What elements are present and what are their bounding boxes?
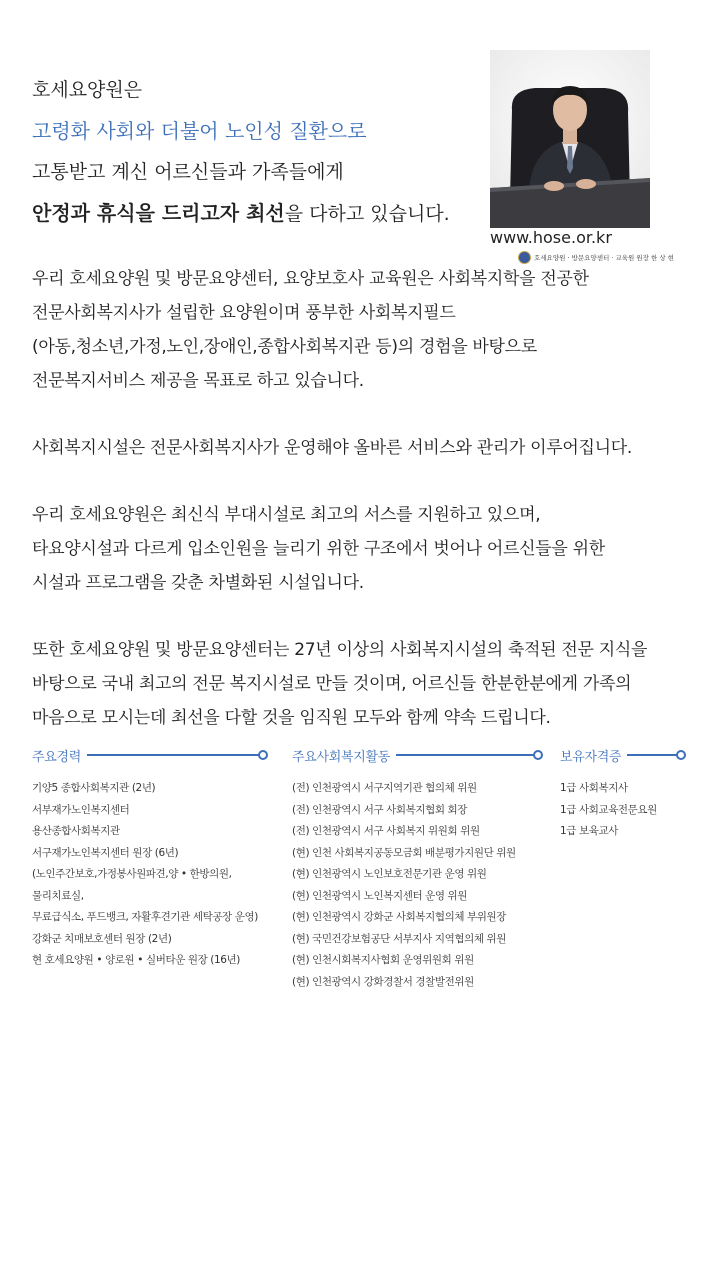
paragraph-4 xyxy=(32,633,702,735)
section-title: 주요경력 xyxy=(32,749,82,765)
intro-line-1: 호세요양원은 xyxy=(32,79,143,101)
paragraph-line: 시설과 프로그램을 갖춘 차별화된 시설입니다. xyxy=(32,573,364,593)
section-header xyxy=(32,740,259,770)
career-list xyxy=(32,778,259,972)
paragraph-2 xyxy=(32,431,702,465)
paragraph-line: 전문사회복지사가 설립한 요양원이며 풍부한 사회복지필드 xyxy=(32,303,456,323)
director-photo xyxy=(490,50,674,262)
list-item: 서구재가노인복지센터 원장 (6년) xyxy=(32,846,179,859)
list-item: (현) 인천광역시 노인보호전문기관 운영 위원 xyxy=(292,868,487,880)
list-item: (노인주간보호,가정봉사원파견,양 • 한방의원, xyxy=(32,868,232,880)
section-title: 주요사회복지활동 xyxy=(292,749,391,765)
list-item: (현) 국민건강보험공단 서부지사 지역협의체 위원 xyxy=(292,932,507,945)
intro-line-4 xyxy=(32,193,482,235)
list-item: (현) 인천 사회복지공동모금회 배분평가지원단 위원 xyxy=(292,846,516,859)
section-career xyxy=(32,740,259,972)
paragraph-line: 타요양시설과 다르게 입소인원을 늘리기 위한 구조에서 벗어나 어르신들을 위한 xyxy=(32,539,605,559)
paragraph-line: 또한 호세요양원 및 방문요양센터는 27년 이상의 사회복지시설의 축적된 전문 지식을 xyxy=(32,640,648,660)
paragraph-1 xyxy=(32,262,702,398)
photo-caption-text: 호세요양원 · 방문요양센터 · 교육원 원장 한 상 현 xyxy=(534,254,674,262)
paragraph-line: 우리 호세요양원은 최신식 부대시설로 최고의 서스를 지원하고 있으며, xyxy=(32,505,541,525)
list-item: 서부재가노인복지센터 xyxy=(32,803,130,816)
list-item: (전) 인천광역시 서구지역기관 협의체 위원 xyxy=(292,782,477,794)
intro-block xyxy=(32,70,482,235)
list-item: 용산종합사회복지관 xyxy=(32,825,120,837)
intro-line-2-highlight: 고령화 사회와 더불어 노인성 질환으로 xyxy=(32,119,367,143)
paragraph-line: 전문복지서비스 제공을 목표로 하고 있습니다. xyxy=(32,371,364,391)
section-header xyxy=(292,740,534,770)
list-item: 현 호세요양원 • 양로원 • 실버타운 원장 (16년) xyxy=(32,954,240,966)
paragraph-3 xyxy=(32,498,702,600)
section-rule xyxy=(627,754,677,756)
intro-line-3: 고통받고 계신 어르신들과 가족들에게 xyxy=(32,161,344,183)
list-item: (현) 인천광역시 노인복지센터 운영 위원 xyxy=(292,889,468,902)
list-item: 물리치료실, xyxy=(32,889,84,902)
list-item: 무료급식소, 푸드뱅크, 자활후견기관 세탁공장 운영) xyxy=(32,911,258,923)
paragraph-line: (아동,청소년,가정,노인,장애인,종합사회복지관 등)의 경험을 바탕으로 xyxy=(32,337,537,357)
section-rule xyxy=(87,754,259,756)
certs-list xyxy=(560,778,677,843)
rule-end-dot-icon xyxy=(258,750,268,760)
list-item: 강화군 치매보호센터 원장 (2년) xyxy=(32,932,172,945)
list-item: 1급 사회복지사 xyxy=(560,782,628,794)
activities-list xyxy=(292,778,534,993)
photo-url: www.hose.or.kr xyxy=(490,228,612,247)
paragraph-line: 우리 호세요양원 및 방문요양센터, 요양보호사 교육원은 사회복지학을 전공한 xyxy=(32,269,589,289)
section-header xyxy=(560,740,677,770)
list-item: 1급 사회교육전문요원 xyxy=(560,803,657,816)
paragraph-line: 마음으로 모시는데 최선을 다할 것을 임직원 모두와 함께 약속 드립니다. xyxy=(32,708,551,728)
section-activities xyxy=(292,740,534,993)
body-text xyxy=(32,262,702,768)
list-item: (현) 인천광역시 강화군 사회복지협의체 부위원장 xyxy=(292,911,507,923)
list-item: (전) 인천광역시 서구 사회복지협회 회장 xyxy=(292,803,468,816)
intro-line-4-rest: 을 다하고 있습니다. xyxy=(284,203,450,225)
list-item: 기양5 종합사회복지관 (2년) xyxy=(32,782,156,794)
paragraph-line: 사회복지시설은 전문사회복지사가 운영해야 올바른 서비스와 관리가 이루어집니다. xyxy=(32,438,632,458)
paragraph-line: 바탕으로 국내 최고의 전문 복지시설로 만들 것이며, 어르신들 한분한분에게 가족의 xyxy=(32,674,632,694)
list-item: (전) 인천광역시 서구 사회복지 위원회 위원 xyxy=(292,825,480,837)
list-item: 1급 보육교사 xyxy=(560,825,618,837)
director-portrait xyxy=(490,50,650,228)
intro-line-4-bold: 안정과 휴식을 드리고자 최선 xyxy=(32,201,285,225)
section-certs xyxy=(560,740,677,843)
list-item: (현) 인천광역시 강화경찰서 경찰발전위원 xyxy=(292,975,474,988)
section-rule xyxy=(396,754,534,756)
section-title: 보유자격증 xyxy=(560,749,622,765)
list-item: (현) 인천시회복지사협회 운영위원회 위원 xyxy=(292,954,474,966)
